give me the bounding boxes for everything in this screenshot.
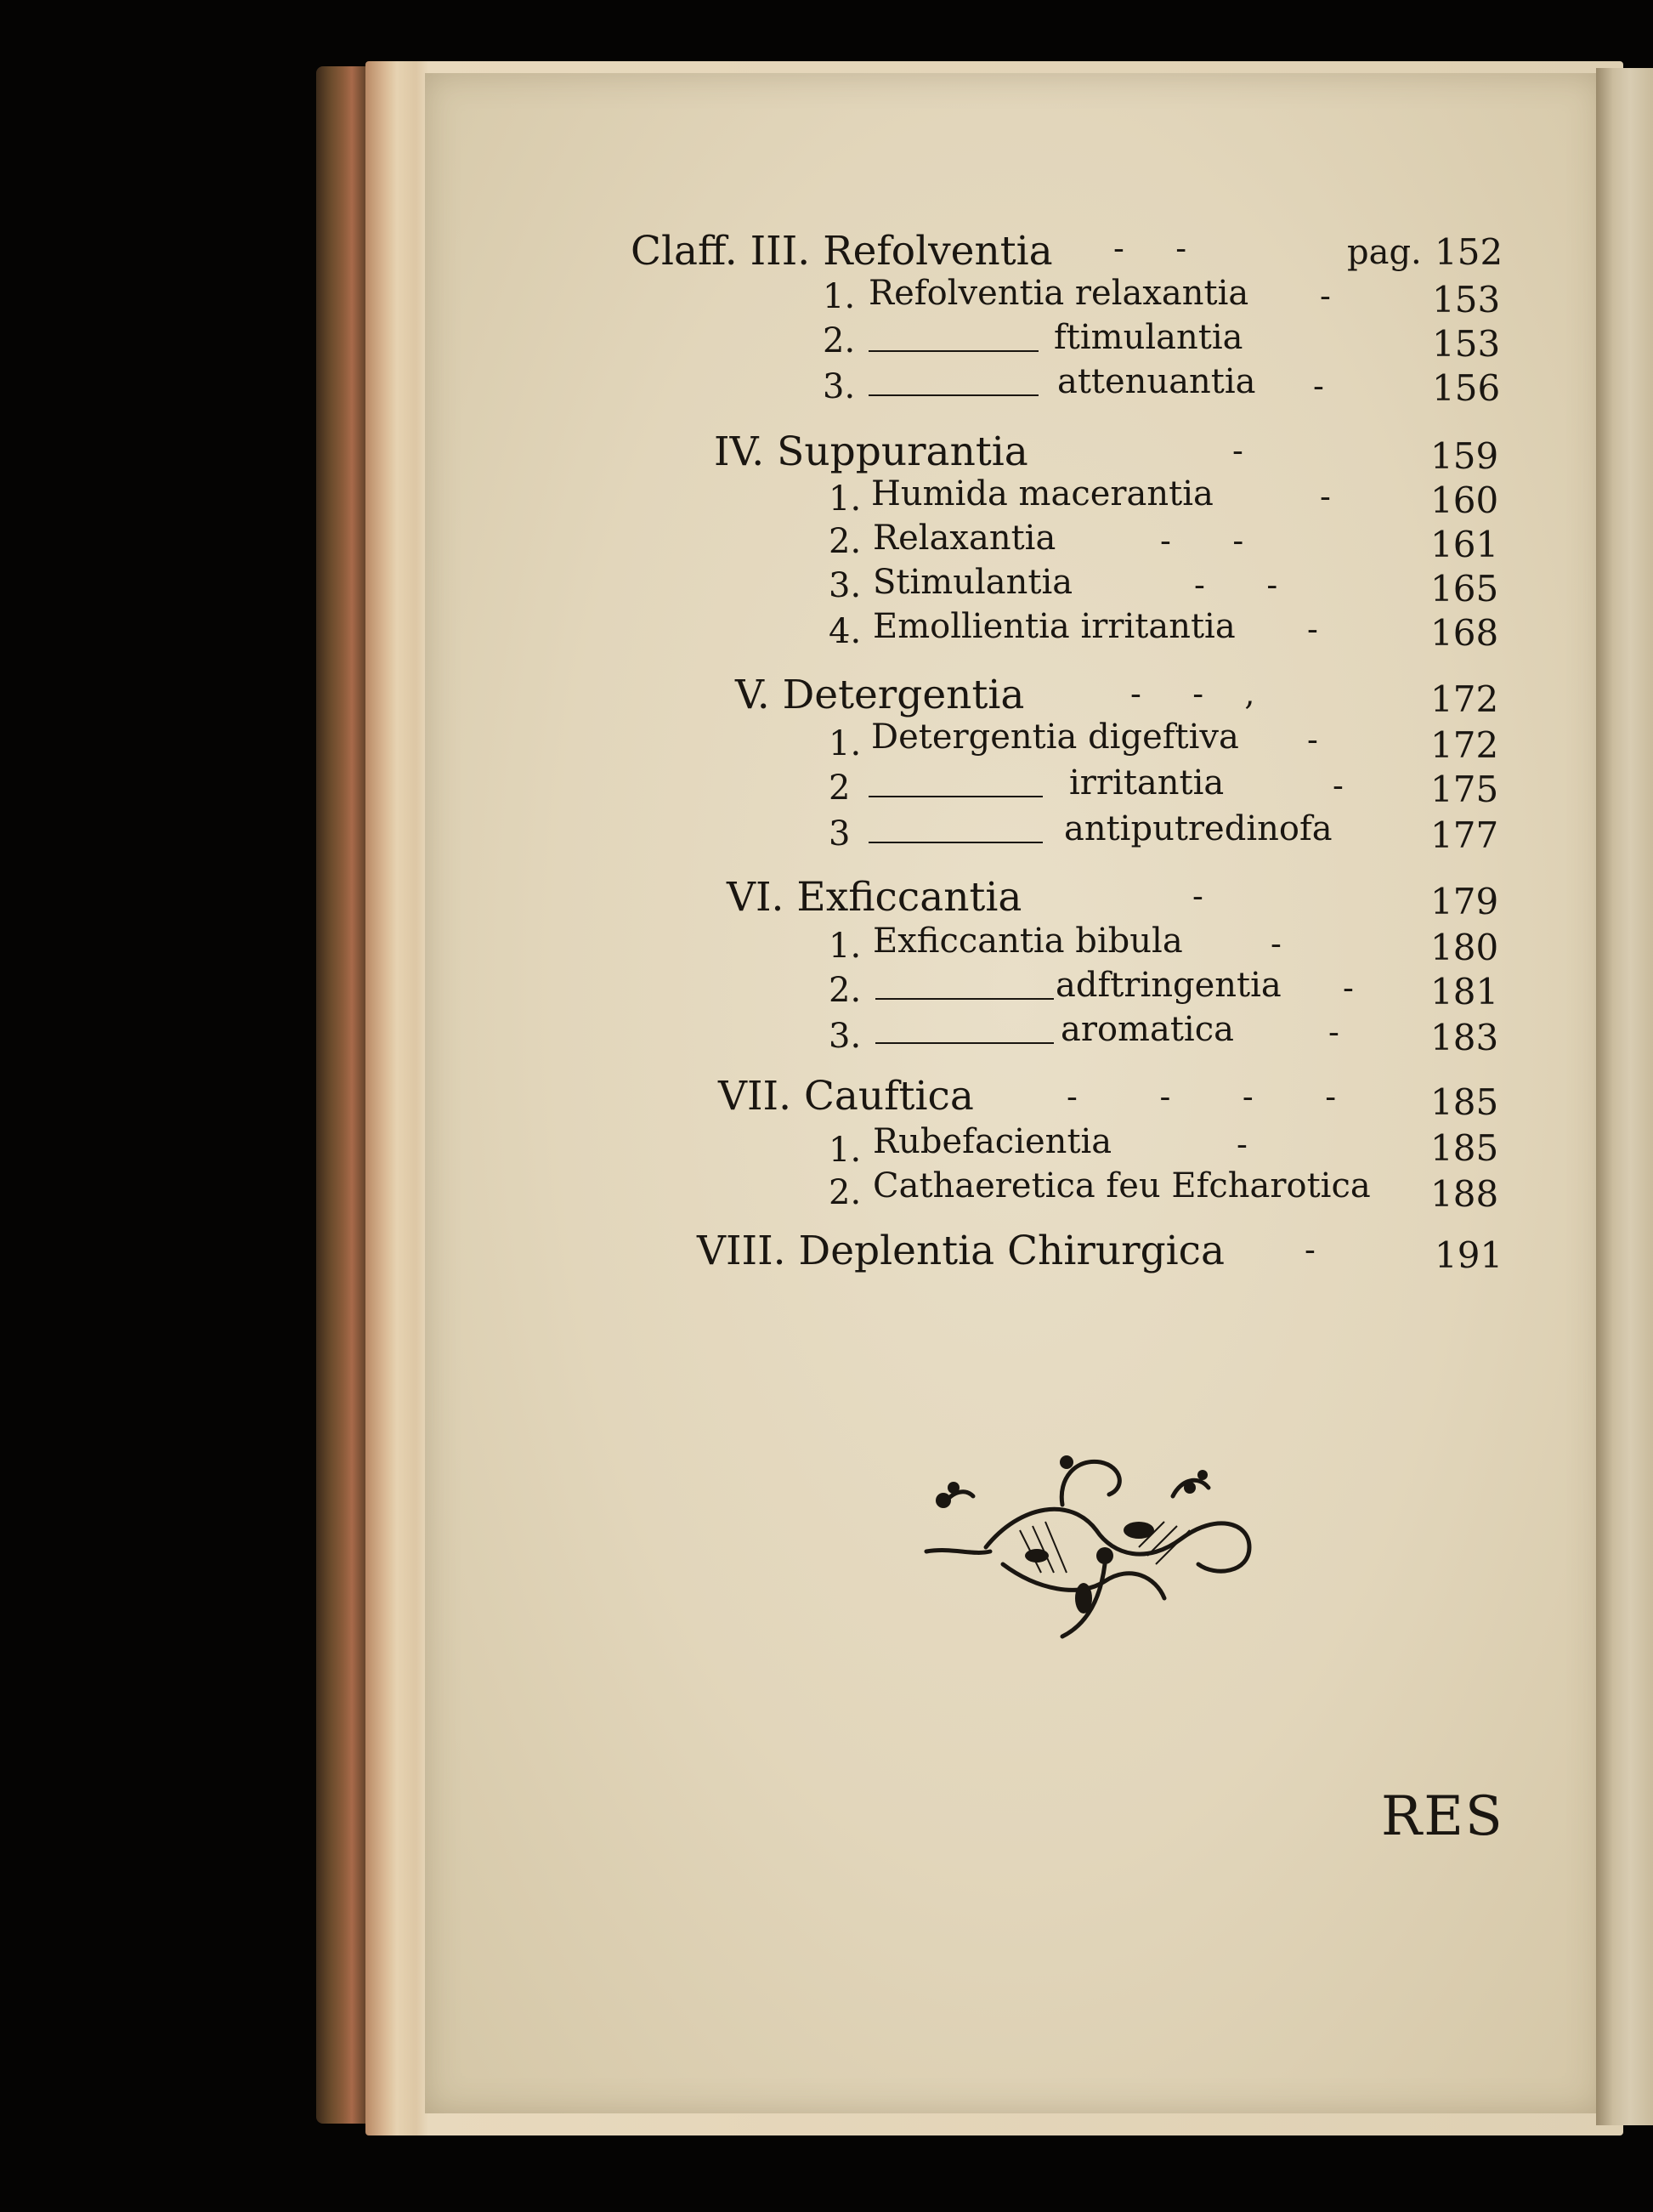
item-label: Detergentia digeftiva <box>871 717 1239 757</box>
leader-dashes: - <box>1237 1126 1248 1163</box>
item-label: Refolventia relaxantia <box>869 274 1249 313</box>
leader-dashes: - - , <box>1130 675 1255 712</box>
item-label: ftimulantia <box>1054 318 1243 357</box>
page-number: 152 <box>1435 231 1503 273</box>
item-label: antiputredinofa <box>1064 809 1333 848</box>
page-number: 175 <box>1430 769 1499 810</box>
page-number: 191 <box>1435 1234 1503 1276</box>
ditto-rule <box>869 833 1043 849</box>
ditto-rule <box>875 990 1054 1006</box>
class-heading: VI. Exficcantia <box>727 874 1022 921</box>
leader-dashes: - - - - <box>1067 1078 1337 1115</box>
leader-dashes: - - <box>1160 522 1244 559</box>
page-number: 181 <box>1430 971 1499 1012</box>
page-number: 185 <box>1430 1127 1499 1169</box>
floral-vignette-icon <box>892 1428 1275 1658</box>
leader-dashes: - <box>1307 721 1318 758</box>
item-label: Rubefacientia <box>873 1122 1112 1161</box>
leader-dashes: - - <box>1113 230 1187 267</box>
class-heading: V. Detergentia <box>735 672 1025 718</box>
ditto-rule <box>875 1034 1054 1050</box>
item-number: 2. <box>829 1173 862 1212</box>
page-number: 185 <box>1430 1081 1499 1123</box>
page-number: 160 <box>1430 479 1499 521</box>
class-heading: VII. Cauftica <box>718 1073 974 1120</box>
leader-dashes: - <box>1320 277 1331 315</box>
leader-dashes: - <box>1232 432 1243 469</box>
page-number: 172 <box>1430 678 1499 720</box>
item-number: 3. <box>823 367 856 406</box>
item-number: 2. <box>829 522 862 561</box>
page-number: 188 <box>1430 1173 1499 1215</box>
item-number: 3 <box>829 814 851 854</box>
item-number: 1. <box>829 927 862 966</box>
page-number: 177 <box>1430 814 1499 856</box>
leader-dashes: - <box>1307 610 1318 648</box>
page-number: 159 <box>1430 435 1499 477</box>
page-label: pag. <box>1347 233 1422 272</box>
item-label: Cathaeretica feu Efcharotica <box>873 1166 1371 1205</box>
page-number: 165 <box>1430 568 1499 610</box>
ditto-rule <box>869 342 1039 358</box>
item-label: Relaxantia <box>873 519 1056 558</box>
page-number: 161 <box>1430 524 1499 565</box>
leader-dashes: - <box>1305 1231 1316 1268</box>
page-number: 180 <box>1430 927 1499 968</box>
item-number: 2. <box>829 971 862 1010</box>
page-number: 168 <box>1430 612 1499 654</box>
item-label: Emollientia irritantia <box>873 607 1236 646</box>
item-number: 4. <box>829 612 862 651</box>
item-number: 1. <box>829 479 862 519</box>
class-heading: VIII. Deplentia Chirurgica <box>697 1228 1226 1274</box>
item-number: 1. <box>823 277 856 316</box>
item-number: 1. <box>829 724 862 763</box>
item-number: 3. <box>829 566 862 605</box>
item-label: adftringentia <box>1056 966 1282 1005</box>
item-number: 2. <box>823 321 856 360</box>
catchword: RES <box>1381 1785 1504 1848</box>
page-number: 183 <box>1430 1017 1499 1058</box>
leader-dashes: - <box>1313 367 1324 405</box>
item-number: 2 <box>829 769 851 808</box>
class-heading: IV. Suppurantia <box>714 428 1028 475</box>
page-number: 153 <box>1432 279 1501 320</box>
leader-dashes: - <box>1192 877 1203 915</box>
item-label: irritantia <box>1069 763 1225 803</box>
page-number: 153 <box>1432 323 1501 365</box>
page-number: 179 <box>1430 881 1499 922</box>
page-number: 172 <box>1430 724 1499 766</box>
leader-dashes: - <box>1271 925 1282 962</box>
item-label: Exficcantia bibula <box>873 922 1183 961</box>
item-label: attenuantia <box>1057 362 1256 401</box>
item-number: 3. <box>829 1017 862 1056</box>
class-heading: Claff. III. Refolventia <box>631 228 1053 275</box>
leader-dashes: - <box>1343 969 1354 1007</box>
leader-dashes: - <box>1328 1013 1339 1051</box>
item-label: Stimulantia <box>873 563 1073 602</box>
page-number: 156 <box>1432 367 1501 409</box>
item-label: Humida macerantia <box>871 474 1214 513</box>
item-number: 1. <box>829 1131 862 1170</box>
item-label: aromatica <box>1061 1010 1234 1049</box>
leader-dashes: - <box>1320 478 1331 515</box>
ditto-rule <box>869 787 1043 803</box>
leader-dashes: - <box>1333 767 1344 804</box>
ditto-rule <box>869 386 1039 402</box>
leader-dashes: - - <box>1194 566 1278 604</box>
